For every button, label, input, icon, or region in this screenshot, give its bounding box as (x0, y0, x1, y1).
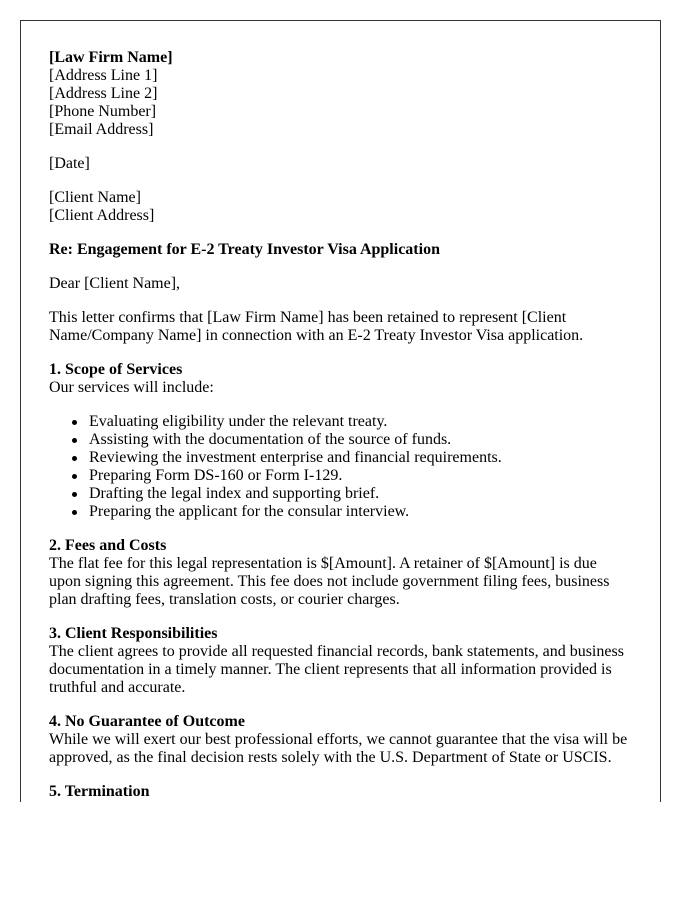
section-title: 3. Client Responsibilities (49, 625, 218, 642)
address-line-2: [Address Line 2] (49, 85, 158, 102)
salutation: Dear [Client Name], (49, 275, 181, 292)
subject-line: Re: Engagement for E-2 Treaty Investor Visa Application (49, 241, 440, 258)
phone-number: [Phone Number] (49, 103, 157, 120)
section-title: 4. No Guarantee of Outcome (49, 713, 245, 730)
section-title: 1. Scope of Services (49, 361, 183, 378)
address-line-1: [Address Line 1] (49, 67, 158, 84)
section-body: The flat fee for this legal representation is $[Amount]. A retainer of $[Amount] is due upon signing this agreement. This fee does not include government filing fees, business plan drafting fees, translation costs, or courier charges. (49, 555, 610, 608)
section-title: 2. Fees and Costs (49, 537, 167, 554)
list-item: Drafting the legal index and supporting brief. (89, 485, 632, 503)
section-fees-and-costs (49, 537, 632, 609)
intro-paragraph: This letter confirms that [Law Firm Name] has been retained to represent [Client Name/Company Name] in connection with an E-2 Treaty Investor Visa application. (49, 309, 584, 344)
section-body: The client agrees to provide all requested financial records, bank statements, and business documentation in a timely manner. The client represents that all information provided is truthful and accurate. (49, 643, 624, 696)
section-scope-of-services (49, 361, 632, 521)
list-item: Preparing the applicant for the consular interview. (89, 503, 632, 521)
firm-name: [Law Firm Name] (49, 49, 173, 66)
list-item: Evaluating eligibility under the relevant treaty. (89, 413, 632, 431)
list-item: Assisting with the documentation of the source of funds. (89, 431, 632, 449)
email-address: [Email Address] (49, 121, 154, 138)
section-body: Our services will include: (49, 379, 214, 396)
section-client-responsibilities (49, 625, 632, 697)
section-title: 5. Termination (49, 783, 150, 800)
bullet-icon (72, 485, 77, 503)
list-item: Reviewing the investment enterprise and financial requirements. (89, 449, 632, 467)
bullet-icon (72, 413, 77, 431)
section-body: While we will exert our best professional efforts, we cannot guarantee that the visa will be approved, as the final decision rests solely with the U.S. Department of State or USCIS. (49, 731, 628, 766)
section-no-guarantee (49, 713, 632, 767)
services-list (49, 413, 632, 521)
recipient-block (49, 189, 632, 225)
section-termination (49, 783, 632, 801)
bullet-icon (72, 449, 77, 467)
letter-page (20, 20, 661, 802)
client-address: [Client Address] (49, 207, 155, 224)
bullet-icon (72, 467, 77, 485)
client-name: [Client Name] (49, 189, 141, 206)
list-item: Preparing Form DS-160 or Form I-129. (89, 467, 632, 485)
letter-date: [Date] (49, 155, 90, 172)
bullet-icon (72, 503, 77, 521)
letterhead (49, 49, 632, 139)
bullet-icon (72, 431, 77, 449)
